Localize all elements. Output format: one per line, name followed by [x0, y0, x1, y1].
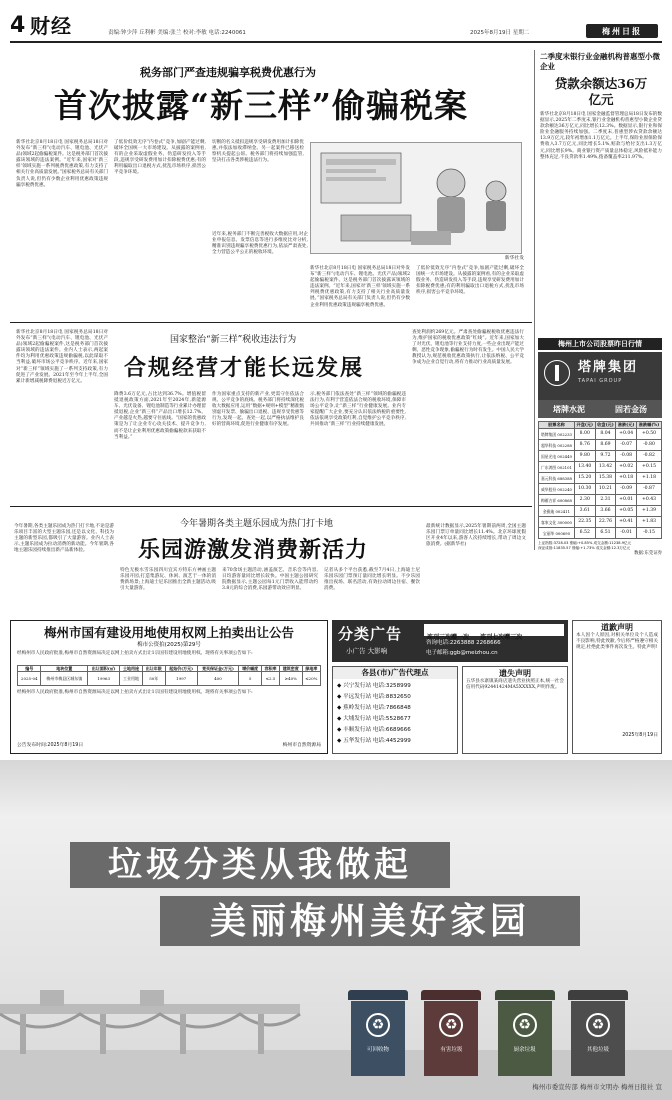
stock-row — [539, 440, 662, 451]
notice-cell: 19963 — [88, 672, 120, 686]
notice-cell: ≤20% — [302, 672, 320, 686]
page-number: 4 — [10, 13, 26, 38]
stock-cell: +0.04 — [616, 429, 637, 440]
stock-cell: 13.42 — [595, 462, 616, 473]
lead-headline: 首次披露“新三样”偷骗税案 — [54, 86, 468, 125]
classified-title: 分类广告 — [338, 625, 403, 643]
recycle-icon: ♻ — [439, 1013, 463, 1037]
garbage-bin — [495, 990, 555, 1076]
stock-cell: 15.38 — [595, 473, 616, 484]
recycle-icon: ♻ — [366, 1013, 390, 1037]
notice-col-header: 土地用途 — [120, 666, 143, 672]
bin-row — [348, 990, 628, 1076]
stock-cell: +1.39 — [637, 506, 662, 517]
stock-col-header: 涨跌(元) — [616, 422, 637, 429]
banner-line-2-box — [160, 896, 580, 946]
stock-cell: +1.83 — [637, 517, 662, 528]
stock-row — [539, 517, 662, 528]
offices-title: 各县(市)广告代理点 — [333, 667, 457, 679]
classified-banner — [332, 620, 568, 662]
stock-cell: 10.30 — [574, 484, 595, 495]
stock-cell: +0.18 — [616, 473, 637, 484]
bin-body — [498, 1001, 552, 1076]
tower-icon — [555, 365, 559, 381]
garbage-bin — [348, 990, 408, 1076]
notice-cell: 1997 — [165, 672, 197, 686]
office-item: ◆ 兴宁发行站 电话:3258999 — [337, 683, 411, 689]
lead-kicker: 税务部门严查违规骗享税费优惠行为 — [140, 66, 316, 79]
bin-label: 有害垃圾 — [440, 1047, 463, 1053]
stock-source: 数据:东莞证券 — [634, 551, 662, 556]
office-item: ◆ 大埔发行站 电话:5528677 — [337, 716, 411, 722]
stock-logo-panel — [538, 352, 662, 400]
classified-promo — [424, 624, 564, 641]
slogan-b: 固若金汤 — [615, 403, 647, 414]
stock-row — [539, 462, 662, 473]
second-col-3: 作为国家重点支持的新产业,更需守住依法合规、公平竞争的底线。税务部门将持续深化税收大数据应用,运用“数据+规则+模型”精准甄别虚开发票、偷骗出口退税、违规享受优惠等行为,发现一起、查处一起,以严格执法维护良好的营商环境,促进行业健康有序发展。 — [212, 392, 304, 428]
stock-cell: 宝丽华 000690 — [539, 528, 575, 539]
notice-cell: 梅州市梅县区城东镇 — [41, 672, 88, 686]
stock-cell: +0.50 — [637, 429, 662, 440]
notice-col-header: 地块位置 — [41, 666, 88, 672]
classified-ads — [332, 620, 568, 754]
classified-slogan: 小广告 大影响 — [346, 647, 388, 655]
stock-cell: 3.61 — [574, 506, 595, 517]
stock-slogan — [538, 400, 662, 418]
lead-story — [10, 58, 530, 318]
sidebar-loans-title: 二季度末银行业金融机构普惠型小微企业 — [540, 52, 660, 71]
notice-col-header: 出让面积(㎡) — [88, 666, 120, 672]
stock-box — [538, 338, 662, 608]
sidebar-loans — [540, 52, 662, 330]
cartoon-illustration — [311, 143, 523, 255]
banner-line-2: 美丽梅州美好家园 — [209, 900, 530, 942]
recycle-icon: ♻ — [586, 1013, 610, 1037]
third-kicker: 今年暑期各类主题乐园成为热门打卡地 — [180, 519, 334, 529]
bin-lid — [421, 990, 481, 1000]
stock-col-header: 涨跌幅(%) — [637, 422, 662, 429]
second-headline: 合规经营才能长远发展 — [124, 355, 365, 381]
stock-cell: 8.04 — [595, 429, 616, 440]
promo-2: 连刊七次赠三次 — [480, 634, 523, 641]
third-col-4: 记者从多个平台获悉,截至7月4日,上海迪士尼乐园乐园门票预订量同比增长明显。不少乐园推出夜场、联名活动,有效拉动周边住宿、餐饮消费。 — [324, 568, 420, 592]
bin-lid — [348, 990, 408, 1000]
bin-label: 可回收物 — [366, 1047, 389, 1053]
banner-line-1: 垃圾分类从我做起 — [108, 845, 412, 885]
apology-text: 本人因个人原因,对相关单位及个人造成不良影响,特此致歉,今后将严格遵守相关规定,杜绝此类事件再次发生。特此声明! — [576, 633, 658, 651]
bin-label: 厨余垃圾 — [513, 1047, 536, 1053]
bin-body — [424, 1001, 478, 1076]
company-name-en: TAPAI GROUP — [578, 378, 623, 384]
recycle-icon: ♻ — [513, 1013, 537, 1037]
second-kicker: 国家整治“新三样”税收违法行为 — [170, 335, 297, 345]
paper-name: 梅州日报 — [602, 26, 642, 36]
office-item: ◆ 丰顺发行站 电话:6689666 — [337, 727, 411, 733]
promo-1: 连刊三次赠一次 — [427, 634, 470, 641]
sidebar-loans-headline: 贷款余额达36万亿元 — [554, 76, 648, 107]
stock-cell: 9.80 — [574, 451, 595, 462]
third-col-5: 最新统计数据显示,2025年暑期前两周,全国主题乐园门票订单量同比增长11.4%。北京环球度假区开业4年以来,游客人次持续增长,带动了周边文旅消费。(据新华社) — [426, 524, 526, 548]
notice-cell: 5 — [239, 672, 262, 686]
notice-cell: ≥40% — [279, 672, 302, 686]
stock-cell: 13.40 — [574, 462, 595, 473]
bin-label: 其他垃圾 — [586, 1047, 609, 1053]
stock-cell: +0.05 — [616, 506, 637, 517]
notice-col-header: 编号 — [18, 666, 41, 672]
slogan-a: 塔牌水泥 — [553, 403, 585, 414]
notice-table-row — [18, 672, 321, 686]
stock-row — [539, 506, 662, 517]
lead-col-5: 新华社北京8月18日电 国家税务总局18日对外发布“新三样”(电动汽车、锂电池、光伏产品)领域2起偷骗税案件。这是税务部门首次披露该领域的违法案例。“近年来,国家对‘新三样’领域实施一系列税费优惠政策,有力支持了相关行业高质量发展。”国家税务总局有关部门负责人说,但仍有少数企业利用优惠政策违规骗享税费优惠。 — [310, 266, 410, 308]
stock-cell: 金雅迪 002411 — [539, 506, 575, 517]
apology-date: 2025年8月19日 — [622, 733, 658, 738]
lost-notice — [462, 666, 568, 754]
stock-col-header: 收盘(元) — [595, 422, 616, 429]
stock-cell: 15.20 — [574, 473, 595, 484]
banner-credit: 梅州市委宣传部 梅州市文明办 梅州日报社 宣 — [532, 1083, 662, 1091]
sidebar-loans-text: 新华社北京8月18日电 国家金融监督管理总局18日发布的数据显示,2025年二季度末,银行业金融机构普惠型小微企业贷款余额达36万亿元,同比增长12.3%。数据显示,银行业和保险业金融服务持续加强。二季度末,普惠型涉农贷款余额达13.9万亿元,较年初增加1.1万亿元。上半年,保险业原保险保费收入3.7万亿元,同比增长5.1%,赔款与给付支出1.3万亿元,同比增长9%。商业银行资产质量总体稳定,风险抵补能力整体充足,不良贷款率1.49%,拨备覆盖率211.97%。 — [540, 112, 662, 160]
notice-cell: ≤2.5 — [262, 672, 280, 686]
stock-cell: -0.09 — [616, 484, 637, 495]
stock-cell: -0.87 — [637, 484, 662, 495]
issue-date: 2025年8月19日 星期二 — [470, 30, 530, 36]
stock-table-header — [539, 422, 662, 429]
notice-footer-right: 梅州市自然资源局 — [282, 743, 321, 748]
stock-row — [539, 484, 662, 495]
garbage-banner — [0, 760, 672, 1100]
lead-photo-caption: 新华社发 — [504, 256, 524, 261]
lead-col-4: 近年来,税务部门不断完善税收大数据应用,对企业申报信息、发票信息等进行多维度比对分析,精准识别违规骗享税费优惠行为,依法严肃查处,全力营造公平公正的税收环境。 — [212, 232, 308, 256]
stock-cell: 8.76 — [574, 440, 595, 451]
stock-cell: 国星光电 002449 — [539, 451, 575, 462]
second-col-1: 新华社北京8月18日电 国家税务总局18日对外发布“新三样”(电动汽车、锂电池、光伏产品)领域2起偷骗税案件,这是税务部门首次披露该领域的违法案件。业内人士表示,两起案件均为利用优惠政策违规偷骗税,以此谋取不当利益,破坏市场公平竞争秩序。近年来,国家对“新三样”领域实施了一系列支持政策,有力促进了产业发展。2021年至今年上半年,全国累计新增减税降费退税近万亿元。 — [16, 330, 108, 384]
paper-name-box — [586, 24, 658, 38]
stock-row — [539, 528, 662, 539]
notice-table-header — [18, 666, 321, 672]
notice-footer-left: 公告发布时间:2025年8月19日 — [17, 743, 84, 748]
stock-cell: 9.72 — [595, 451, 616, 462]
stock-cell: +0.02 — [616, 462, 637, 473]
masthead — [0, 0, 672, 46]
section-title: 财经 — [30, 14, 72, 38]
banner-line-1-box — [70, 842, 450, 888]
bin-lid — [568, 990, 628, 1000]
stock-cell: 6.52 — [574, 528, 595, 539]
office-item: ◆ 蕉岭发行站 电话:7866848 — [337, 705, 411, 711]
notice-col-header: 竞买保证金(万元) — [197, 666, 239, 672]
office-list — [333, 679, 457, 749]
stock-cell: -0.82 — [637, 451, 662, 462]
lost-text: 五华县水寨镇某商店遗失营业执照正本,统一社会信用代码92441424MA5XXXXX,声明作废。 — [466, 679, 564, 691]
background-buildings — [0, 760, 672, 818]
lead-col-1: 新华社北京8月18日电 国家税务总局18日对外发布“新三样”(电动汽车、锂电池、光伏产品)领域2起偷骗税案件。这是税务部门首次披露该领域的违法案例。“近年来,国家对‘新三样’领域实施一系列税费优惠政策,有力支持了相关行业高质量发展。”国家税务总局有关部门负责人说,但仍有少数企业利用优惠政策违规骗享税费优惠。 — [16, 140, 108, 188]
stock-cell: +0.43 — [637, 495, 662, 506]
third-story — [10, 508, 530, 612]
third-col-2: 特色无极水雪乐园四川宜宾方特东方神画主题乐园开园,打造集游玩、休闲、演艺于一体的消费新场景;上海迪士尼乐园推出全新主题活动,吸引大量游客。 — [120, 568, 216, 592]
bin-body — [351, 1001, 405, 1076]
notice-cell: 400 — [197, 672, 239, 686]
stock-table — [538, 421, 662, 539]
notice-col-header: 容积率 — [262, 666, 280, 672]
stock-cell: 广东鸿图 002101 — [539, 462, 575, 473]
third-headline: 乐园游激发消费新活力 — [138, 537, 369, 563]
garbage-bin — [421, 990, 481, 1076]
notice-col-header: 建筑密度 — [279, 666, 302, 672]
bin-body — [571, 1001, 625, 1076]
stock-cell: 梅雁吉祥 600868 — [539, 495, 575, 506]
apology-notice — [572, 620, 662, 754]
stock-cell: 客家文化 300000 — [539, 517, 575, 528]
tapai-logo — [544, 360, 570, 386]
notice-table — [17, 665, 321, 686]
stock-cell: -0.08 — [616, 451, 637, 462]
notice-col-header: 绿地率 — [302, 666, 320, 672]
notice-col-header: 起始价(万元) — [165, 666, 197, 672]
stock-cell: -0.80 — [637, 440, 662, 451]
stock-cell: -0.15 — [637, 528, 662, 539]
lead-divider — [10, 322, 532, 323]
lost-title: 遗失声明 — [499, 668, 531, 678]
stock-cell: +1.18 — [637, 473, 662, 484]
stock-header: 梅州上市公司股票昨日行情 — [538, 338, 662, 350]
lead-col-3: 切断的名义抵扣违规享受研发费用加计扣除优惠,并依法加收滞纳金。另一起案件已移送检察机关提起公诉。税务部门将持续加强监管,坚决打击各类涉税违法行为。 — [212, 140, 304, 164]
notice-subtitle: 梅市公资拍(2025)第29号 — [137, 642, 201, 648]
notice-details: 经梅州市人民政府批准,梅州市自然资源局决定以网上拍卖方式出让1宗国有建设用地使用权。现将有关事项公告如下: — [17, 690, 253, 695]
stock-cell: 塔牌集团 002233 — [539, 429, 575, 440]
stock-cell: 2.30 — [574, 495, 595, 506]
stock-cell: 8.69 — [595, 440, 616, 451]
stock-cell: 超华科技 002288 — [539, 440, 575, 451]
office-item: ◆ 五华发行站 电话:4452999 — [337, 738, 411, 744]
bin-lid — [495, 990, 555, 1000]
stock-cell: 10.21 — [595, 484, 616, 495]
notice-cell: 工业用地 — [120, 672, 143, 686]
stock-footer-2: 深证成指:11835.57 涨幅:+1.73% 成交金额:12.3万亿元 — [538, 546, 631, 550]
notice-cell: 2025-04 — [18, 672, 41, 686]
second-story — [10, 326, 530, 502]
stock-cell: 2.31 — [595, 495, 616, 506]
apology-title: 道歉声明 — [601, 622, 633, 632]
staff-line: 责编:钟少萍 丘利彬 美编:张兰 校对:李敏 电话:2240061 — [108, 30, 246, 36]
classified-phone: 咨询电话:2263888 2268666 — [426, 640, 501, 646]
third-col-3: 来70余场主题活动,涵盖演艺、音乐会等内容,日均游客量同比增长较快。中国主题公园研究院数据显示,主题公园每1元门票收入能带动约3.8元的综合消费,乐园游带动效应明显。 — [222, 568, 318, 592]
classified-offices — [332, 666, 458, 754]
stock-cell: -0.07 — [616, 440, 637, 451]
lead-cartoon — [310, 142, 522, 254]
stock-cell: 嘉元科技 688388 — [539, 473, 575, 484]
stock-cell: 22.76 — [595, 517, 616, 528]
stock-row — [539, 473, 662, 484]
lead-col-2: 了低价低效无序“内卷式”竞争,加剧产能过剩,破坏全国统一大市场建设。从披露的案例看,有的企业采取虚假业务、伪造研发投入等手段,违规享受研发费用加计扣除税费优惠;有的利用骗取出口退税方式,扰乱市场秩序,损害公平竞争环境。 — [114, 140, 206, 176]
sidebar-vrule — [534, 50, 535, 550]
classified-email: 电子邮箱:ggb@meizhou.cn — [426, 650, 498, 656]
notice-intro: 经梅州市人民政府批准,梅州市自然资源局决定以网上拍卖方式出让1宗国有建设用地使用权。现将有关事项公告如下: — [17, 651, 253, 656]
land-notice — [10, 620, 328, 754]
stock-cell: 6.51 — [595, 528, 616, 539]
stock-cell: +0.41 — [616, 517, 637, 528]
lead-col-6: 了低价低效无序“内卷式”竞争,加剧产能过剩,破坏全国统一大市场建设。从披露的案例看,有的企业采取虚假业务、伪造研发投入等手段,违规享受研发费用加计扣除税费优惠;有的利用骗取出口退税方式,扰乱市场秩序,损害公平竞争环境。 — [416, 266, 524, 296]
second-col-2: 降费3.6万亿元,占比达到36.7%。增值税留抵退税政策方面,2021年至2024年,新能源车、光伏设备、锂电池制造等行业累计办理留抵退税,企业“新三样”产品出口增长12.7%。产业越是火热,越要守住底线。“国家的优惠政策是为了让企业专心攻关技术、提升竞争力,而不是让企业利用优惠政策偷骗税款来获取不当利益。” — [114, 392, 206, 440]
stock-cell: +0.15 — [637, 462, 662, 473]
stock-cell: 8.00 — [574, 429, 595, 440]
stock-cell: -0.01 — [616, 528, 637, 539]
stock-row — [539, 429, 662, 440]
stock-cell: 22.35 — [574, 517, 595, 528]
office-item: ◆ 平远发行站 电话:8832650 — [337, 694, 411, 700]
stock-row — [539, 451, 662, 462]
notice-col-header: 出让年限 — [142, 666, 165, 672]
stock-cell: +0.01 — [616, 495, 637, 506]
stock-row — [539, 495, 662, 506]
masthead-rule — [10, 41, 662, 43]
second-col-5: 查处利润约269亿元。严肃查处偷骗税税收优惠违法行为,维护国家的税收优惠政策“红线”。近年来,国家加大了对光伏、锂电池等行业支持力度,一些企业出现产能过剩、恶性竞争现象,偷骗税行为时有发生。中国人民大学教授认为,规范税收优惠政策执行,让依法纳税、公平竞争成为企业自觉行动,将有力推动行业高质量发展。 — [412, 330, 524, 366]
notice-cell: 50年 — [142, 672, 165, 686]
stock-footer-1: 上证指数:3728.03 涨幅:+0.85% 成交金额:11238.9亿元 — [538, 541, 632, 545]
second-col-4: 示,税务部门依法查处“新三样”领域的偷骗税违法行为,有利于营造依法合规的税收环境,保障市场公平竞争,让“新三样”行业健康发展。业内专家提醒广大企业,要充分认识依法纳税的重要性,依法依规享受政策红利,自觉维护公平竞争秩序,共同推动“新三样”行业持续健康发展。 — [310, 392, 406, 428]
third-col-1: 今年暑期,各类主题乐园成为热门打卡地,不论是游乐项目丰富的大型主题乐园,还是以文化、科技为主题的新型乐园,都吸引了大量游客。业内人士表示,主题乐园成为拉动消费的新动能。今年暑期,各地主题乐园持续推出新产品新体验。 — [14, 524, 114, 554]
stock-col-header: 股票名称 — [539, 422, 575, 429]
stock-cell: 威华股份 002240 — [539, 484, 575, 495]
stock-cell: 3.66 — [595, 506, 616, 517]
notice-title: 梅州市国有建设用地使用权网上拍卖出让公告 — [43, 625, 294, 640]
third-divider — [10, 506, 532, 507]
stock-table-body — [539, 429, 662, 539]
garbage-bin — [568, 990, 628, 1076]
notice-col-header: 增价幅度 — [239, 666, 262, 672]
stock-col-header: 开盘(元) — [574, 422, 595, 429]
company-name: 塔牌集团 — [578, 360, 639, 375]
